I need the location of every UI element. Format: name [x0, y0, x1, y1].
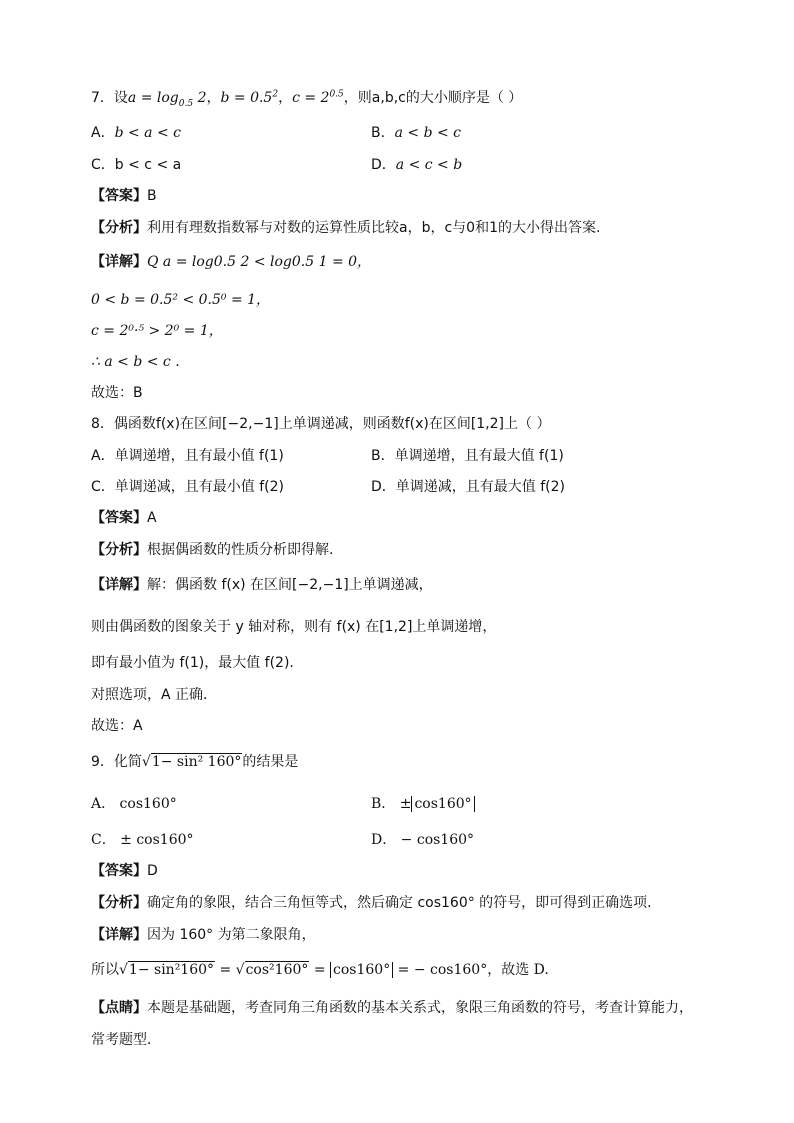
q8-option-b: B．单调递增，且有最大值 f(1) [371, 448, 564, 464]
q9-detail-2: 所以√1− sin²160° = √cos²160° = cos160° = − cos160°，故选 D. [91, 962, 549, 978]
q7-detail-1: 【详解】Q a = log0.5 2 < log0.5 1 = 0， [91, 254, 372, 270]
q8-stem: 8．偶函数f(x)在区间[−2,−1]上单调递减，则函数f(x)在区间[1,2]上（ ） [91, 416, 551, 432]
q8-detail-2: 则由偶函数的图象关于 y 轴对称，则有 f(x) 在[1,2]上单调递增， [91, 619, 497, 635]
q7-analysis: 【分析】利用有理数指数幂与对数的运算性质比较a，b，c与0和1的大小得出答案. [91, 220, 601, 236]
q8-option-c: C．单调递减，且有最小值 f(2) [91, 479, 284, 495]
q7-option-d: D．a < c < b [371, 157, 463, 173]
q7-c-def: $c = 2^{0.5}$ [292, 89, 344, 106]
q9-answer: 【答案】D [91, 863, 158, 879]
q7-option-c: C．b < c < a [91, 157, 182, 173]
q9-detail-1: 【详解】因为 160° 为第二象限角， [91, 927, 316, 943]
q9-option-d: D． − cos160° [371, 832, 475, 848]
q7-detail-4: ∴ a < b < c . [91, 354, 180, 370]
q7-a-def: $a = \log_{0.5} 2$ [127, 90, 207, 109]
q7-detail-2: 0 < b = 0.5² < 0.5⁰ = 1， [91, 292, 271, 308]
q7-stem-suffix: ，则a,b,c的大小顺序是（ ） [343, 90, 523, 106]
q8-detail-3: 即有最小值为 f(1)，最大值 f(2). [91, 655, 294, 671]
q9-comment-1: 【点睛】本题是基础题，考查同角三角函数的基本关系式，象限三角函数的符号，考查计算能力， [91, 1000, 693, 1016]
q9-comment-2: 常考题型． [91, 1032, 161, 1048]
q7-stem: 7．设$a = \log_{0.5} 2$，$b = 0.5^2$，$c = 2^{0.5}$，则a,b,c的大小顺序是（ ） [91, 89, 523, 109]
q8-option-d: D．单调递减，且有最大值 f(2) [371, 479, 565, 495]
q9-option-b: B． ± cos160° [371, 794, 475, 814]
q8-answer: 【答案】A [91, 510, 157, 526]
q7-detail-3: c = 2⁰·⁵ > 2⁰ = 1， [91, 323, 223, 339]
q9-analysis: 【分析】确定角的象限，结合三角恒等式，然后确定 cos160° 的符号，即可得到正确选项． [91, 895, 662, 911]
q8-analysis: 【分析】根据偶函数的性质分析即得解. [91, 542, 334, 558]
q7-b-def: $b = 0.5^2$ [220, 89, 279, 106]
q7-option-a: A．b < a < c [91, 125, 181, 141]
q9-detail-radical-2: √cos²160° [235, 962, 309, 978]
q8-option-a: A．单调递增，且有最小值 f(1) [91, 448, 284, 464]
q8-choose: 故选：A [91, 718, 143, 734]
q7-option-b: B．a < b < c [371, 125, 462, 141]
q8-detail-1: 【详解】解：偶函数 f(x) 在区间[−2,−1]上单调递减， [91, 577, 433, 593]
q9-detail-radical-1: √1− sin²160° [119, 962, 215, 978]
q9-stem: 9．化简√1− sin² 160°的结果是 [91, 754, 299, 770]
q9-radical: √1− sin² 160° [141, 754, 242, 770]
q8-detail-4: 对照选项，A 正确． [91, 687, 218, 703]
q7-answer: 【答案】B [91, 188, 157, 204]
q7-stem-prefix: 7．设 [91, 90, 128, 106]
q7-choose: 故选：B [91, 385, 143, 401]
q9-option-a: A． cos160° [91, 796, 177, 812]
q9-option-c: C． ± cos160° [91, 832, 194, 848]
